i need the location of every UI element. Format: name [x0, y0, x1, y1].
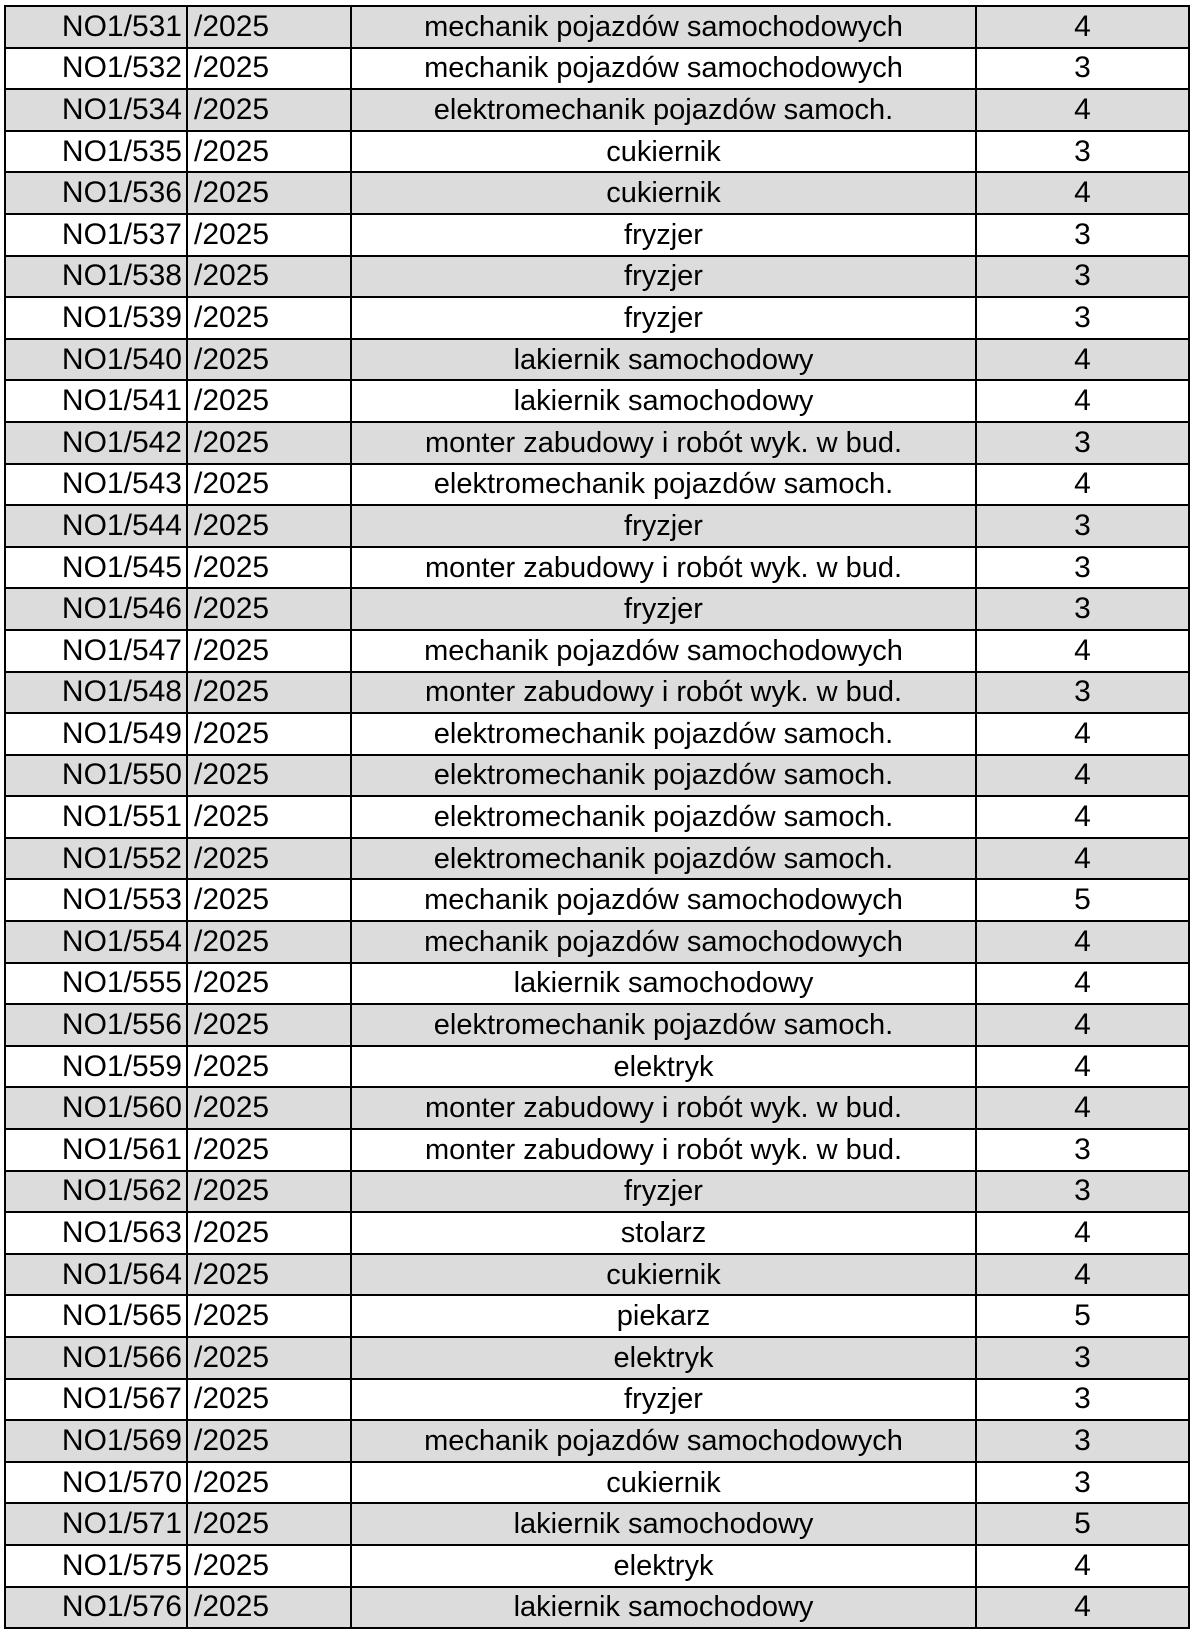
profession-cell: monter zabudowy i robót wyk. w bud. — [351, 422, 976, 464]
year-cell: /2025 — [187, 131, 351, 173]
registration-number-cell: NO1/567 — [5, 1379, 187, 1421]
year-cell: /2025 — [187, 879, 351, 921]
table-row — [5, 1337, 1189, 1379]
level-cell: 3 — [976, 256, 1189, 298]
profession-cell: elektryk — [351, 1046, 976, 1088]
level-cell: 5 — [976, 879, 1189, 921]
table-row — [5, 630, 1189, 672]
table-body — [5, 6, 1189, 1628]
level-cell: 3 — [976, 297, 1189, 339]
year-cell: /2025 — [187, 838, 351, 880]
profession-cell: monter zabudowy i robót wyk. w bud. — [351, 547, 976, 589]
table-row — [5, 921, 1189, 963]
year-cell: /2025 — [187, 921, 351, 963]
profession-cell: stolarz — [351, 1212, 976, 1254]
level-cell: 3 — [976, 48, 1189, 90]
registration-number-cell: NO1/570 — [5, 1462, 187, 1504]
level-cell: 4 — [976, 1545, 1189, 1587]
table-row — [5, 547, 1189, 589]
table-row — [5, 1587, 1189, 1629]
table-row — [5, 464, 1189, 506]
level-cell: 4 — [976, 713, 1189, 755]
registration-number-cell: NO1/539 — [5, 297, 187, 339]
level-cell: 4 — [976, 1212, 1189, 1254]
level-cell: 3 — [976, 1379, 1189, 1421]
level-cell: 3 — [976, 1420, 1189, 1462]
profession-cell: fryzjer — [351, 505, 976, 547]
registration-number-cell: NO1/538 — [5, 256, 187, 298]
table-row — [5, 6, 1189, 48]
profession-cell: piekarz — [351, 1295, 976, 1337]
level-cell: 3 — [976, 214, 1189, 256]
year-cell: /2025 — [187, 464, 351, 506]
level-cell: 4 — [976, 1254, 1189, 1296]
level-cell: 4 — [976, 796, 1189, 838]
year-cell: /2025 — [187, 505, 351, 547]
registration-number-cell: NO1/541 — [5, 380, 187, 422]
registration-number-cell: NO1/545 — [5, 547, 187, 589]
profession-cell: cukiernik — [351, 172, 976, 214]
table-row — [5, 1171, 1189, 1213]
profession-cell: lakiernik samochodowy — [351, 1587, 976, 1629]
registration-number-cell: NO1/548 — [5, 672, 187, 714]
profession-cell: monter zabudowy i robót wyk. w bud. — [351, 672, 976, 714]
profession-cell: elektromechanik pojazdów samoch. — [351, 1004, 976, 1046]
table-row — [5, 256, 1189, 298]
table-row — [5, 879, 1189, 921]
year-cell: /2025 — [187, 1004, 351, 1046]
year-cell: /2025 — [187, 713, 351, 755]
registration-number-cell: NO1/565 — [5, 1295, 187, 1337]
level-cell: 4 — [976, 1587, 1189, 1629]
profession-cell: cukiernik — [351, 1462, 976, 1504]
table-row — [5, 48, 1189, 90]
profession-cell: fryzjer — [351, 256, 976, 298]
level-cell: 4 — [976, 6, 1189, 48]
table-row — [5, 672, 1189, 714]
registration-number-cell: NO1/537 — [5, 214, 187, 256]
registration-number-cell: NO1/556 — [5, 1004, 187, 1046]
registration-number-cell: NO1/569 — [5, 1420, 187, 1462]
profession-cell: lakiernik samochodowy — [351, 380, 976, 422]
table-row — [5, 1212, 1189, 1254]
profession-cell: elektromechanik pojazdów samoch. — [351, 464, 976, 506]
table-row — [5, 1420, 1189, 1462]
registration-number-cell: NO1/542 — [5, 422, 187, 464]
profession-cell: fryzjer — [351, 214, 976, 256]
registration-number-cell: NO1/543 — [5, 464, 187, 506]
level-cell: 3 — [976, 1129, 1189, 1171]
level-cell: 4 — [976, 1046, 1189, 1088]
level-cell: 3 — [976, 1337, 1189, 1379]
registration-number-cell: NO1/550 — [5, 755, 187, 797]
profession-cell: mechanik pojazdów samochodowych — [351, 630, 976, 672]
table-row — [5, 131, 1189, 173]
registration-number-cell: NO1/547 — [5, 630, 187, 672]
registration-number-cell: NO1/531 — [5, 6, 187, 48]
table-row — [5, 1254, 1189, 1296]
profession-cell: elektromechanik pojazdów samoch. — [351, 713, 976, 755]
profession-cell: elektromechanik pojazdów samoch. — [351, 796, 976, 838]
table-row — [5, 297, 1189, 339]
year-cell: /2025 — [187, 588, 351, 630]
level-cell: 3 — [976, 505, 1189, 547]
registration-number-cell: NO1/536 — [5, 172, 187, 214]
table-row — [5, 172, 1189, 214]
profession-cell: lakiernik samochodowy — [351, 339, 976, 381]
registration-number-cell: NO1/553 — [5, 879, 187, 921]
registration-number-cell: NO1/552 — [5, 838, 187, 880]
level-cell: 4 — [976, 172, 1189, 214]
profession-cell: fryzjer — [351, 1379, 976, 1421]
registration-number-cell: NO1/571 — [5, 1503, 187, 1545]
year-cell: /2025 — [187, 1379, 351, 1421]
profession-cell: mechanik pojazdów samochodowych — [351, 879, 976, 921]
profession-cell: elektryk — [351, 1545, 976, 1587]
table-row — [5, 838, 1189, 880]
year-cell: /2025 — [187, 1087, 351, 1129]
level-cell: 3 — [976, 422, 1189, 464]
profession-cell: fryzjer — [351, 1171, 976, 1213]
table-row — [5, 1004, 1189, 1046]
table-row — [5, 588, 1189, 630]
registration-number-cell: NO1/561 — [5, 1129, 187, 1171]
table-row — [5, 89, 1189, 131]
year-cell: /2025 — [187, 172, 351, 214]
level-cell: 4 — [976, 630, 1189, 672]
year-cell: /2025 — [187, 48, 351, 90]
level-cell: 4 — [976, 339, 1189, 381]
year-cell: /2025 — [187, 755, 351, 797]
table-row — [5, 505, 1189, 547]
year-cell: /2025 — [187, 422, 351, 464]
table-row — [5, 796, 1189, 838]
level-cell: 4 — [976, 1087, 1189, 1129]
year-cell: /2025 — [187, 672, 351, 714]
registration-number-cell: NO1/563 — [5, 1212, 187, 1254]
registration-number-cell: NO1/575 — [5, 1545, 187, 1587]
registration-number-cell: NO1/576 — [5, 1587, 187, 1629]
year-cell: /2025 — [187, 214, 351, 256]
table-row — [5, 963, 1189, 1005]
year-cell: /2025 — [187, 630, 351, 672]
year-cell: /2025 — [187, 1545, 351, 1587]
year-cell: /2025 — [187, 1171, 351, 1213]
registration-number-cell: NO1/540 — [5, 339, 187, 381]
registration-number-cell: NO1/555 — [5, 963, 187, 1005]
level-cell: 5 — [976, 1295, 1189, 1337]
table-row — [5, 380, 1189, 422]
year-cell: /2025 — [187, 1462, 351, 1504]
level-cell: 5 — [976, 1503, 1189, 1545]
level-cell: 3 — [976, 588, 1189, 630]
table-row — [5, 1087, 1189, 1129]
year-cell: /2025 — [187, 297, 351, 339]
registration-number-cell: NO1/562 — [5, 1171, 187, 1213]
registration-number-cell: NO1/566 — [5, 1337, 187, 1379]
table-row — [5, 1462, 1189, 1504]
level-cell: 4 — [976, 1004, 1189, 1046]
year-cell: /2025 — [187, 1503, 351, 1545]
year-cell: /2025 — [187, 963, 351, 1005]
level-cell: 3 — [976, 131, 1189, 173]
year-cell: /2025 — [187, 339, 351, 381]
profession-cell: mechanik pojazdów samochodowych — [351, 921, 976, 963]
year-cell: /2025 — [187, 380, 351, 422]
level-cell: 4 — [976, 963, 1189, 1005]
table-row — [5, 1295, 1189, 1337]
registration-number-cell: NO1/535 — [5, 131, 187, 173]
profession-cell: elektromechanik pojazdów samoch. — [351, 89, 976, 131]
level-cell: 3 — [976, 672, 1189, 714]
level-cell: 3 — [976, 547, 1189, 589]
profession-cell: fryzjer — [351, 297, 976, 339]
table-row — [5, 1545, 1189, 1587]
year-cell: /2025 — [187, 6, 351, 48]
table-row — [5, 755, 1189, 797]
table-row — [5, 1046, 1189, 1088]
profession-cell: cukiernik — [351, 1254, 976, 1296]
table-row — [5, 214, 1189, 256]
year-cell: /2025 — [187, 1295, 351, 1337]
profession-cell: monter zabudowy i robót wyk. w bud. — [351, 1129, 976, 1171]
year-cell: /2025 — [187, 1129, 351, 1171]
year-cell: /2025 — [187, 1420, 351, 1462]
table-row — [5, 1129, 1189, 1171]
level-cell: 4 — [976, 380, 1189, 422]
table-row — [5, 339, 1189, 381]
profession-cell: elektromechanik pojazdów samoch. — [351, 755, 976, 797]
registration-number-cell: NO1/546 — [5, 588, 187, 630]
registration-number-cell: NO1/554 — [5, 921, 187, 963]
table-row — [5, 422, 1189, 464]
registration-number-cell: NO1/532 — [5, 48, 187, 90]
profession-cell: mechanik pojazdów samochodowych — [351, 1420, 976, 1462]
registration-number-cell: NO1/549 — [5, 713, 187, 755]
year-cell: /2025 — [187, 1254, 351, 1296]
registration-number-cell: NO1/551 — [5, 796, 187, 838]
registration-number-cell: NO1/560 — [5, 1087, 187, 1129]
profession-cell: lakiernik samochodowy — [351, 963, 976, 1005]
profession-cell: cukiernik — [351, 131, 976, 173]
registration-number-cell: NO1/564 — [5, 1254, 187, 1296]
level-cell: 4 — [976, 838, 1189, 880]
profession-cell: elektryk — [351, 1337, 976, 1379]
level-cell: 4 — [976, 755, 1189, 797]
year-cell: /2025 — [187, 89, 351, 131]
profession-cell: lakiernik samochodowy — [351, 1503, 976, 1545]
year-cell: /2025 — [187, 1046, 351, 1088]
year-cell: /2025 — [187, 796, 351, 838]
level-cell: 4 — [976, 464, 1189, 506]
level-cell: 4 — [976, 921, 1189, 963]
registration-number-cell: NO1/544 — [5, 505, 187, 547]
profession-cell: monter zabudowy i robót wyk. w bud. — [351, 1087, 976, 1129]
profession-cell: elektromechanik pojazdów samoch. — [351, 838, 976, 880]
level-cell: 3 — [976, 1171, 1189, 1213]
registration-number-cell: NO1/559 — [5, 1046, 187, 1088]
profession-cell: mechanik pojazdów samochodowych — [351, 48, 976, 90]
year-cell: /2025 — [187, 1212, 351, 1254]
year-cell: /2025 — [187, 256, 351, 298]
profession-cell: mechanik pojazdów samochodowych — [351, 6, 976, 48]
table-row — [5, 1379, 1189, 1421]
year-cell: /2025 — [187, 547, 351, 589]
exam-results-table — [4, 5, 1190, 1629]
level-cell: 4 — [976, 89, 1189, 131]
table-row — [5, 713, 1189, 755]
table-row — [5, 1503, 1189, 1545]
year-cell: /2025 — [187, 1587, 351, 1629]
year-cell: /2025 — [187, 1337, 351, 1379]
profession-cell: fryzjer — [351, 588, 976, 630]
registration-number-cell: NO1/534 — [5, 89, 187, 131]
level-cell: 3 — [976, 1462, 1189, 1504]
